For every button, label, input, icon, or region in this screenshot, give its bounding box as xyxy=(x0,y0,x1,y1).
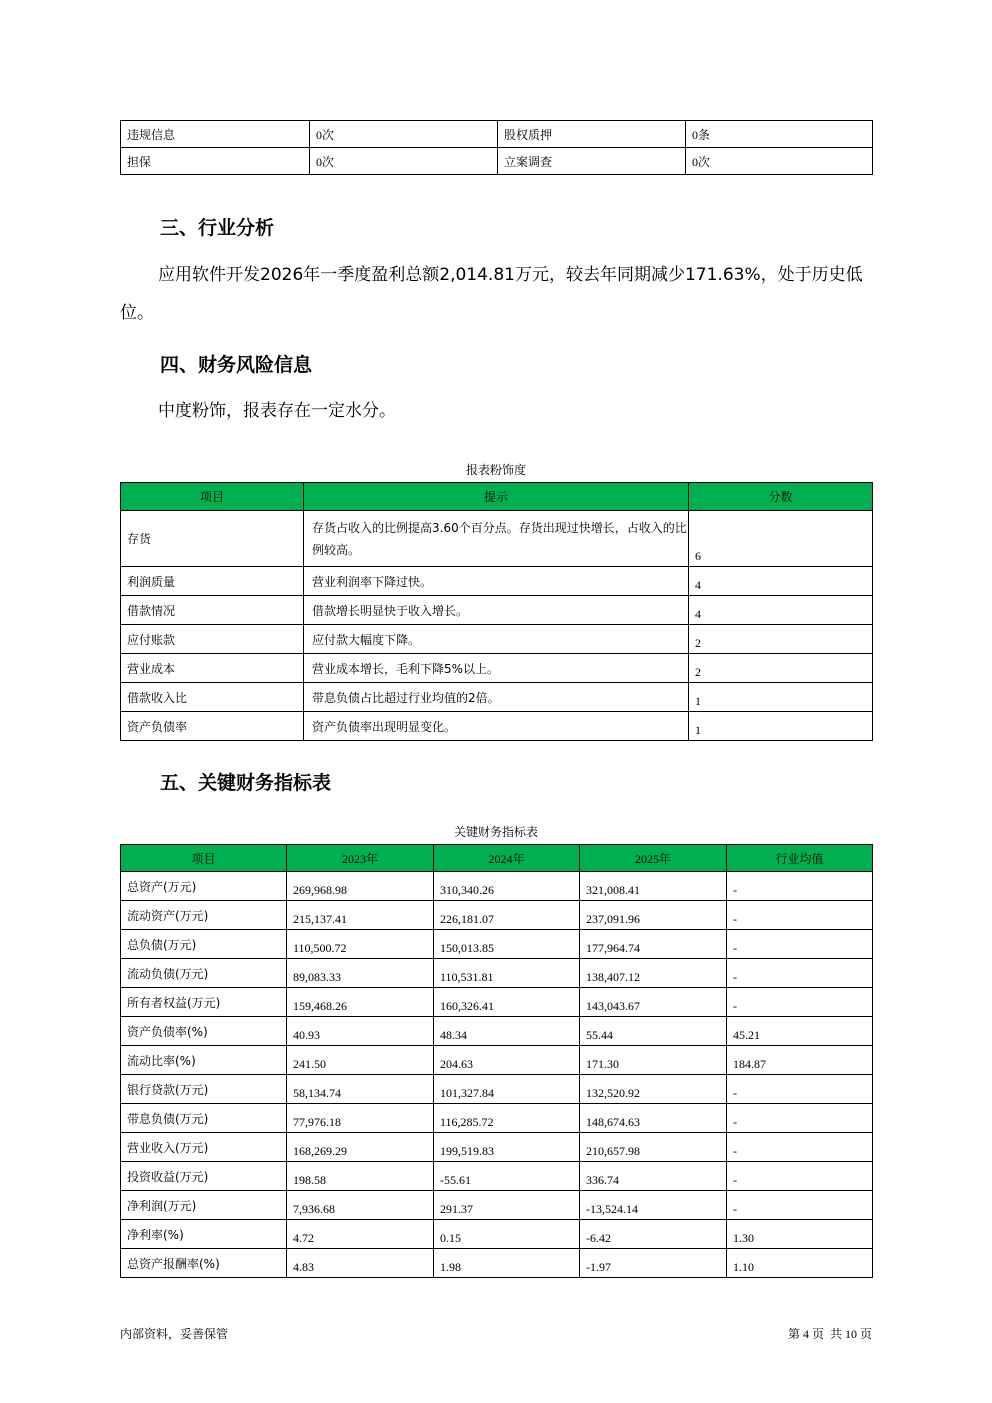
risk-hint-cell: 营业成本增长，毛利下降5%以上。 xyxy=(304,654,689,683)
kpi-value-cell: - xyxy=(727,1104,873,1133)
table-row xyxy=(121,567,873,596)
kpi-value-cell: 226,181.07 xyxy=(434,901,580,930)
footer-confidential: 内部资料，妥善保管 xyxy=(120,1327,229,1341)
section-4-heading: 四、财务风险信息 xyxy=(160,354,313,376)
kpi-value-cell: 7,936.68 xyxy=(287,1191,434,1220)
table-row xyxy=(121,596,873,625)
risk-score-cell: 4 xyxy=(689,567,873,596)
column-header: 分数 xyxy=(689,483,873,511)
table-row xyxy=(121,1191,873,1220)
kpi-item-cell: 流动负债(万元) xyxy=(121,959,287,988)
kpi-value-cell: 110,531.81 xyxy=(434,959,580,988)
risk-table xyxy=(120,482,873,741)
info-label-cell: 违规信息 xyxy=(121,121,310,148)
kpi-value-cell: 150,013.85 xyxy=(434,930,580,959)
kpi-value-cell: -6.42 xyxy=(580,1220,727,1249)
risk-item-cell: 应付账款 xyxy=(121,625,304,654)
table-row xyxy=(121,1017,873,1046)
kpi-value-cell: 1.98 xyxy=(434,1249,580,1278)
table-row xyxy=(121,959,873,988)
kpi-value-cell: 171.30 xyxy=(580,1046,727,1075)
table-row xyxy=(121,1162,873,1191)
info-value-cell: 0次 xyxy=(310,148,498,175)
column-header: 行业均值 xyxy=(727,845,873,872)
risk-hint-cell: 带息负债占比超过行业均值的2倍。 xyxy=(304,683,689,712)
kpi-value-cell: 168,269.29 xyxy=(287,1133,434,1162)
risk-item-cell: 存货 xyxy=(121,511,304,567)
info-value-cell: 0次 xyxy=(686,148,873,175)
kpi-value-cell: 199,519.83 xyxy=(434,1133,580,1162)
table-row xyxy=(121,683,873,712)
kpi-value-cell: - xyxy=(727,930,873,959)
table-row xyxy=(121,872,873,901)
risk-item-cell: 利润质量 xyxy=(121,567,304,596)
info-label-cell: 股权质押 xyxy=(498,121,686,148)
risk-score-cell: 2 xyxy=(689,625,873,654)
kpi-table-caption: 关键财务指标表 xyxy=(453,825,538,839)
risk-hint-cell: 借款增长明显快于收入增长。 xyxy=(304,596,689,625)
table-row xyxy=(121,511,873,567)
risk-table-caption: 报表粉饰度 xyxy=(465,463,526,477)
top-info-table xyxy=(120,120,873,175)
kpi-value-cell: - xyxy=(727,872,873,901)
kpi-value-cell: 184.87 xyxy=(727,1046,873,1075)
kpi-item-cell: 净利润(万元) xyxy=(121,1191,287,1220)
kpi-value-cell: 77,976.18 xyxy=(287,1104,434,1133)
section-3-paragraph: 应用软件开发2026年一季度盈利总额2,014.81万元，较去年同期减少171.63%，处于历史低位。 xyxy=(120,265,863,323)
kpi-value-cell: 321,008.41 xyxy=(580,872,727,901)
risk-score-cell: 1 xyxy=(689,683,873,712)
kpi-value-cell: - xyxy=(727,1191,873,1220)
table-row xyxy=(121,121,873,148)
kpi-value-cell: - xyxy=(727,1162,873,1191)
kpi-value-cell: 177,964.74 xyxy=(580,930,727,959)
risk-score-cell: 4 xyxy=(689,596,873,625)
column-header: 项目 xyxy=(121,483,304,511)
kpi-value-cell: 116,285.72 xyxy=(434,1104,580,1133)
table-row xyxy=(121,988,873,1017)
kpi-value-cell: -13,524.14 xyxy=(580,1191,727,1220)
table-row xyxy=(121,930,873,959)
risk-score-cell: 1 xyxy=(689,712,873,741)
kpi-value-cell: - xyxy=(727,901,873,930)
kpi-item-cell: 总负债(万元) xyxy=(121,930,287,959)
kpi-value-cell: 55.44 xyxy=(580,1017,727,1046)
column-header: 项目 xyxy=(121,845,287,872)
footer-page-number: 第 4 页 共 10 页 xyxy=(787,1327,872,1341)
kpi-value-cell: -55.61 xyxy=(434,1162,580,1191)
table-row xyxy=(121,712,873,741)
kpi-item-cell: 净利率(%) xyxy=(121,1220,287,1249)
risk-item-cell: 借款收入比 xyxy=(121,683,304,712)
info-label-cell: 担保 xyxy=(121,148,310,175)
kpi-value-cell: 4.83 xyxy=(287,1249,434,1278)
kpi-item-cell: 资产负债率(%) xyxy=(121,1017,287,1046)
kpi-table xyxy=(120,844,873,1278)
section-3-heading: 三、行业分析 xyxy=(160,217,275,239)
kpi-value-cell: 1.30 xyxy=(727,1220,873,1249)
section-5-heading: 五、关键财务指标表 xyxy=(160,772,332,794)
kpi-value-cell: 101,327.84 xyxy=(434,1075,580,1104)
risk-item-cell: 营业成本 xyxy=(121,654,304,683)
info-value-cell: 0条 xyxy=(686,121,873,148)
kpi-item-cell: 银行贷款(万元) xyxy=(121,1075,287,1104)
kpi-value-cell: - xyxy=(727,988,873,1017)
column-header: 2024年 xyxy=(434,845,580,872)
risk-hint-cell: 资产负债率出现明显变化。 xyxy=(304,712,689,741)
kpi-value-cell: 89,083.33 xyxy=(287,959,434,988)
section-4-paragraph: 中度粉饰，报表存在一定水分。 xyxy=(158,401,396,421)
kpi-item-cell: 流动资产(万元) xyxy=(121,901,287,930)
kpi-value-cell: 48.34 xyxy=(434,1017,580,1046)
risk-hint-cell: 应付款大幅度下降。 xyxy=(304,625,689,654)
kpi-value-cell: 138,407.12 xyxy=(580,959,727,988)
kpi-value-cell: 143,043.67 xyxy=(580,988,727,1017)
column-header: 提示 xyxy=(304,483,689,511)
kpi-value-cell: - xyxy=(727,1075,873,1104)
kpi-value-cell: 204.63 xyxy=(434,1046,580,1075)
kpi-value-cell: 210,657.98 xyxy=(580,1133,727,1162)
kpi-value-cell: 45.21 xyxy=(727,1017,873,1046)
kpi-value-cell: 198.58 xyxy=(287,1162,434,1191)
table-row xyxy=(121,1075,873,1104)
kpi-value-cell: -1.97 xyxy=(580,1249,727,1278)
kpi-value-cell: 159,468.26 xyxy=(287,988,434,1017)
table-row xyxy=(121,1104,873,1133)
kpi-value-cell: - xyxy=(727,959,873,988)
kpi-value-cell: 0.15 xyxy=(434,1220,580,1249)
kpi-value-cell: 148,674.63 xyxy=(580,1104,727,1133)
kpi-value-cell: 291.37 xyxy=(434,1191,580,1220)
kpi-value-cell: 132,520.92 xyxy=(580,1075,727,1104)
kpi-value-cell: 4.72 xyxy=(287,1220,434,1249)
risk-item-cell: 借款情况 xyxy=(121,596,304,625)
table-row xyxy=(121,654,873,683)
kpi-item-cell: 总资产(万元) xyxy=(121,872,287,901)
kpi-item-cell: 带息负债(万元) xyxy=(121,1104,287,1133)
kpi-value-cell: 215,137.41 xyxy=(287,901,434,930)
table-row xyxy=(121,625,873,654)
table-row xyxy=(121,901,873,930)
kpi-item-cell: 营业收入(万元) xyxy=(121,1133,287,1162)
kpi-value-cell: - xyxy=(727,1133,873,1162)
kpi-item-cell: 总资产报酬率(%) xyxy=(121,1249,287,1278)
kpi-value-cell: 310,340.26 xyxy=(434,872,580,901)
kpi-item-cell: 所有者权益(万元) xyxy=(121,988,287,1017)
kpi-value-cell: 1.10 xyxy=(727,1249,873,1278)
kpi-value-cell: 160,326.41 xyxy=(434,988,580,1017)
info-value-cell: 0次 xyxy=(310,121,498,148)
kpi-value-cell: 336.74 xyxy=(580,1162,727,1191)
table-row xyxy=(121,1046,873,1075)
kpi-item-cell: 流动比率(%) xyxy=(121,1046,287,1075)
risk-score-cell: 6 xyxy=(689,511,873,567)
kpi-value-cell: 241.50 xyxy=(287,1046,434,1075)
risk-hint-cell: 存货占收入的比例提高3.60个百分点。存货出现过快增长，占收入的比例较高。 xyxy=(304,511,689,567)
table-row xyxy=(121,1133,873,1162)
kpi-value-cell: 237,091.96 xyxy=(580,901,727,930)
table-row xyxy=(121,1220,873,1249)
column-header: 2025年 xyxy=(580,845,727,872)
info-label-cell: 立案调查 xyxy=(498,148,686,175)
kpi-value-cell: 40.93 xyxy=(287,1017,434,1046)
risk-hint-cell: 营业利润率下降过快。 xyxy=(304,567,689,596)
risk-score-cell: 2 xyxy=(689,654,873,683)
table-row xyxy=(121,1249,873,1278)
kpi-value-cell: 269,968.98 xyxy=(287,872,434,901)
kpi-value-cell: 58,134.74 xyxy=(287,1075,434,1104)
column-header: 2023年 xyxy=(287,845,434,872)
risk-item-cell: 资产负债率 xyxy=(121,712,304,741)
kpi-value-cell: 110,500.72 xyxy=(287,930,434,959)
table-row xyxy=(121,148,873,175)
kpi-item-cell: 投资收益(万元) xyxy=(121,1162,287,1191)
